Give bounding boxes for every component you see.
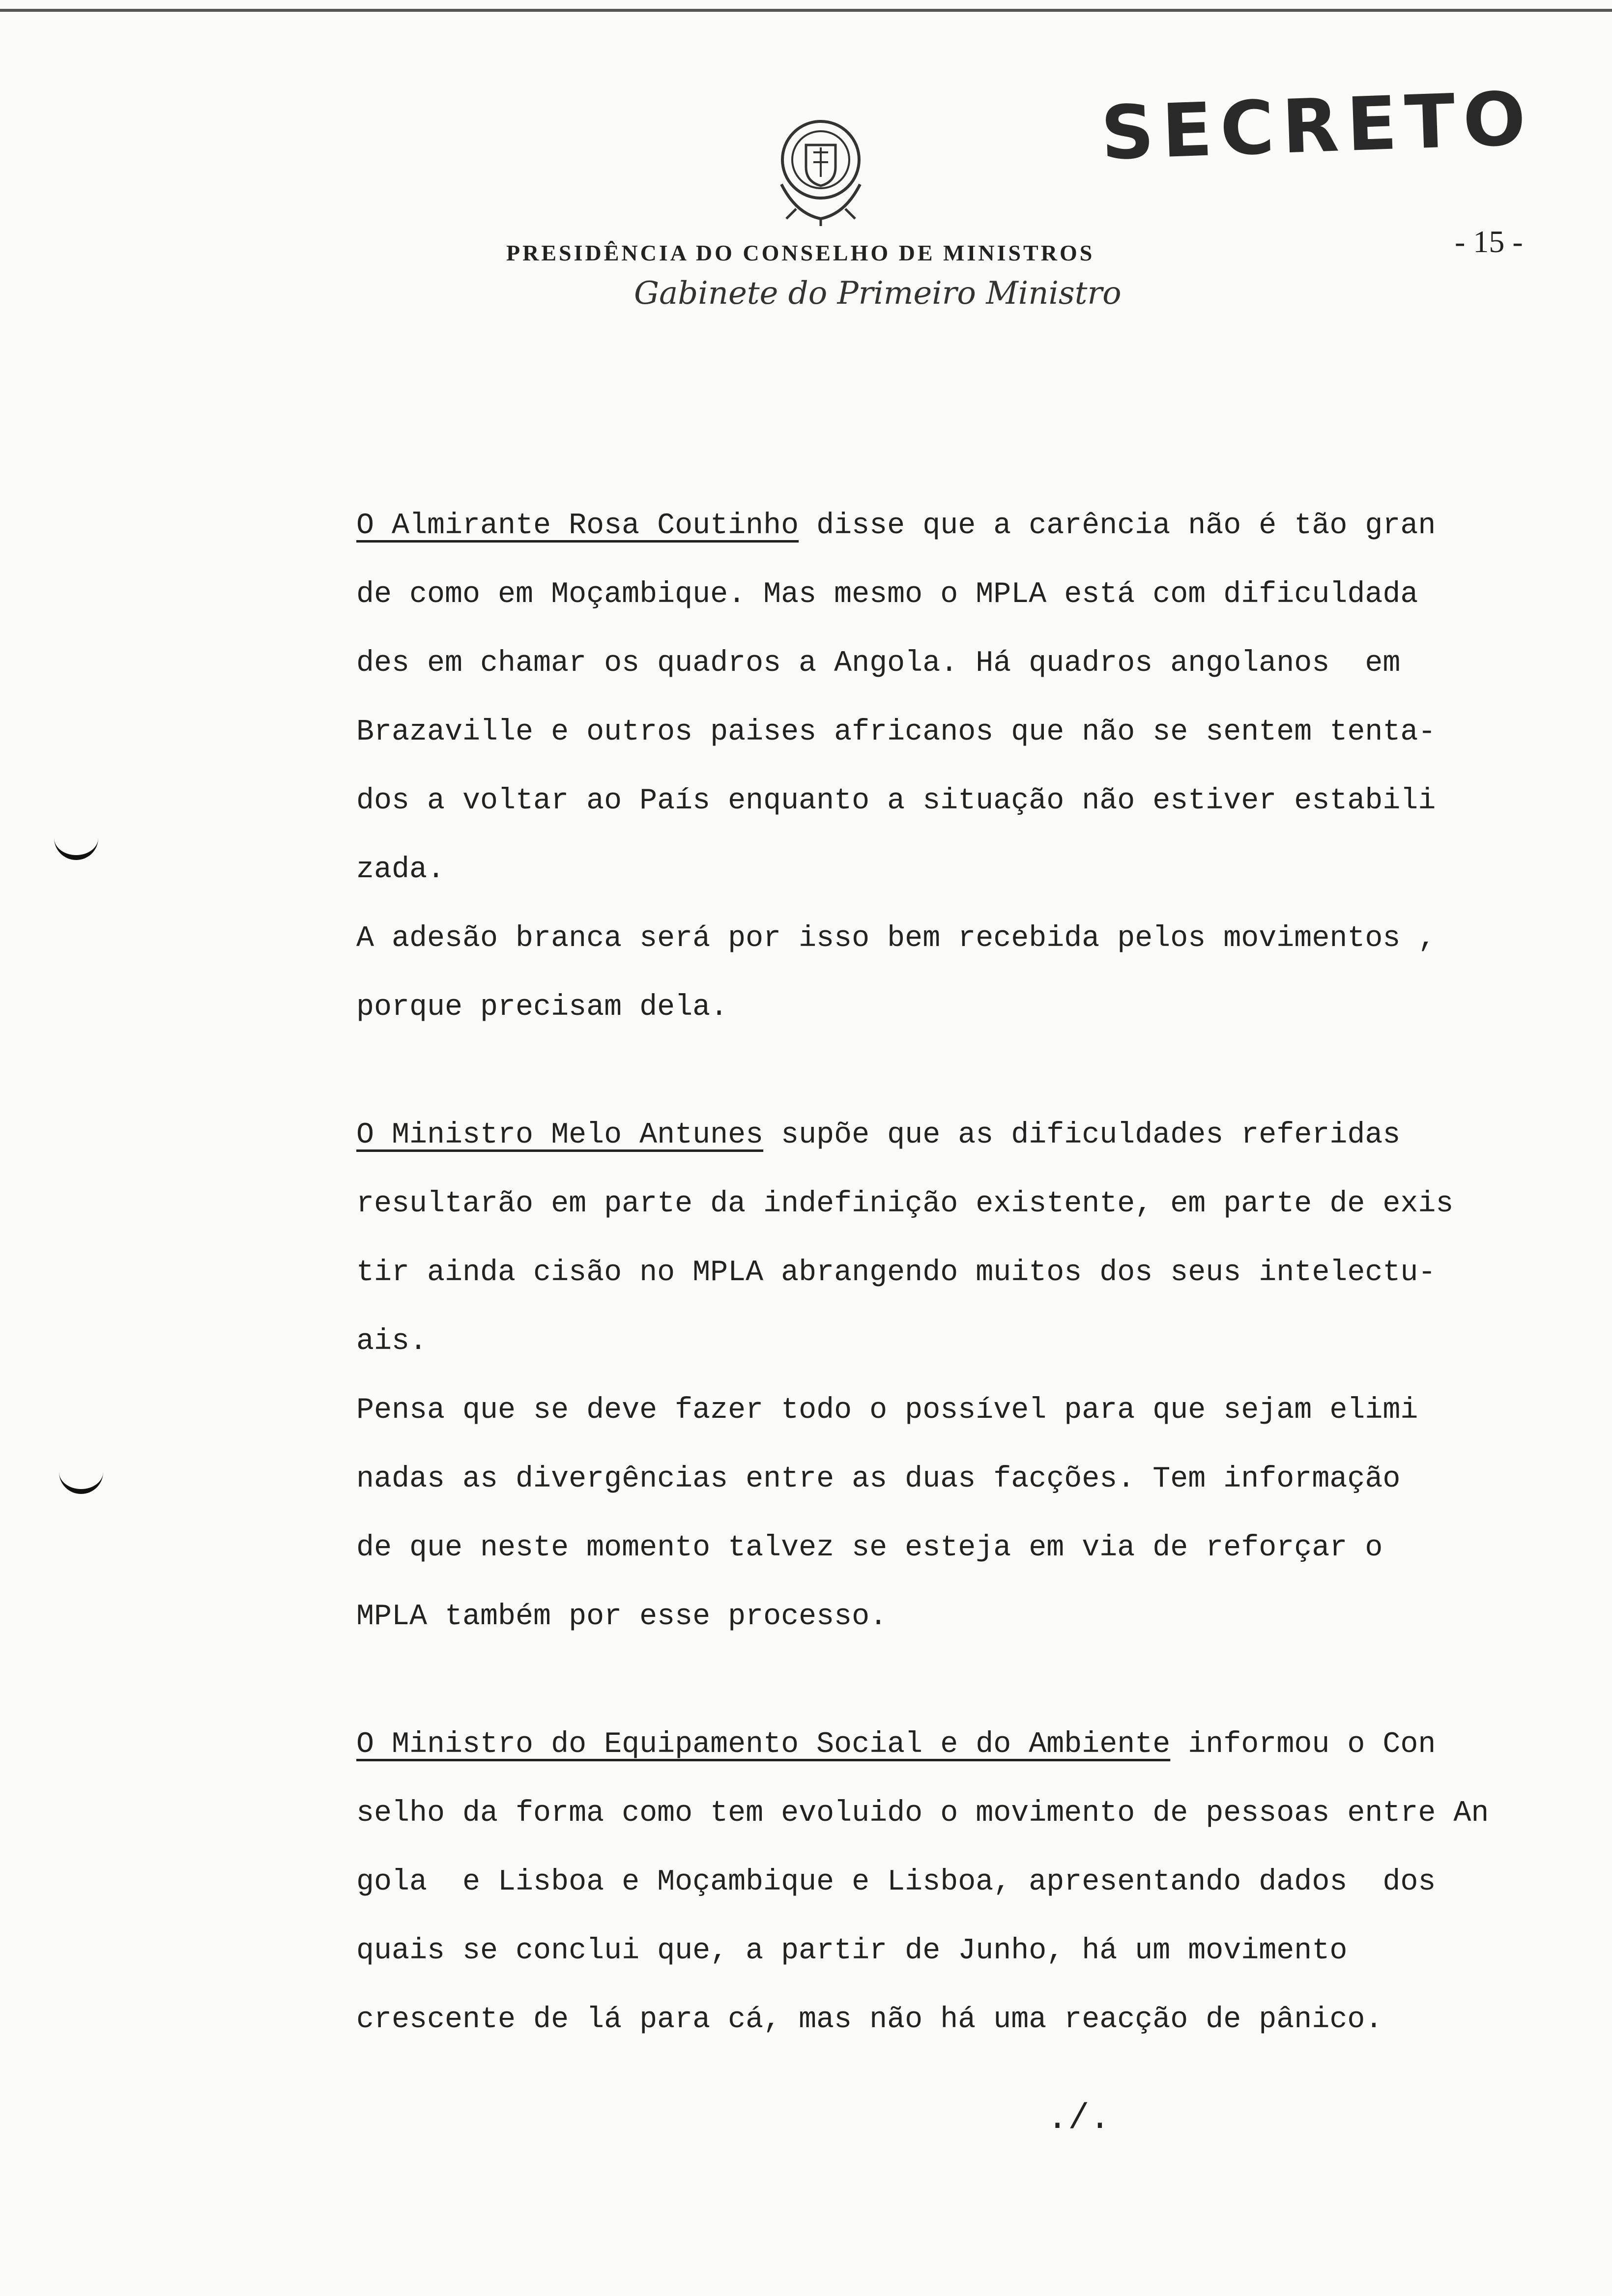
secret-stamp: SECRETO xyxy=(1099,76,1535,177)
text-line: de que neste momento talvez se esteja em via de reforçar o xyxy=(356,1531,1383,1565)
text-line: A adesão branca será por isso bem recebida pelos movimentos , xyxy=(356,922,1436,955)
text-line: zada. xyxy=(356,853,445,887)
text-line: gola e Lisboa e Moçambique e Lisboa, apresentando dados dos xyxy=(356,1866,1436,1899)
letterhead-subtitle: Gabinete do Primeiro Ministro xyxy=(634,275,1122,312)
paragraph xyxy=(356,1101,1536,1651)
text-line: porque precisam dela. xyxy=(356,991,728,1024)
text-line: Pensa que se deve fazer todo o possível para que sejam elimi xyxy=(356,1394,1418,1427)
binder-mark xyxy=(54,835,98,860)
text-line: O Ministro Melo Antunes supõe que as dificuldades referidas xyxy=(356,1119,1401,1152)
text-line: de como em Moçambique. Mas mesmo o MPLA está com dificuldada xyxy=(356,578,1418,611)
speaker-name: O Almirante Rosa Coutinho xyxy=(356,509,799,543)
text-line: Brazaville e outros paises africanos que não se sentem tenta- xyxy=(356,716,1436,749)
text-line: dos a voltar ao País enquanto a situação não estiver estabili xyxy=(356,784,1436,818)
coat-of-arms-seal-icon xyxy=(767,111,875,229)
text-line: tir ainda cisão no MPLA abrangendo muitos dos seus intelectu- xyxy=(356,1256,1436,1290)
speaker-name: O Ministro do Equipamento Social e do Ambiente xyxy=(356,1728,1171,1761)
text-line: resultarão em parte da indefinição existente, em parte de exis xyxy=(356,1187,1454,1221)
page-top-edge xyxy=(0,0,1612,12)
page-number: - 15 - xyxy=(1455,224,1523,259)
text-line: selho da forma como tem evoluido o movimento de pessoas entre An xyxy=(356,1797,1489,1830)
binder-mark xyxy=(59,1469,103,1494)
letterhead-title: PRESIDÊNCIA DO CONSELHO DE MINISTROS xyxy=(506,240,1095,265)
text-line: quais se conclui que, a partir de Junho, há um movimento xyxy=(356,1934,1348,1968)
text-line: MPLA também por esse processo. xyxy=(356,1600,888,1634)
document-body xyxy=(356,491,1536,2113)
text-line: O Ministro do Equipamento Social e do Ambiente informou o Con xyxy=(356,1728,1436,1761)
continuation-mark: ./. xyxy=(1047,2098,1111,2139)
text-line: ais. xyxy=(356,1325,428,1358)
text-line: O Almirante Rosa Coutinho disse que a carência não é tão gran xyxy=(356,509,1436,543)
paragraph xyxy=(356,491,1536,1042)
text-line: nadas as divergências entre as duas facções. Tem informação xyxy=(356,1463,1401,1496)
paragraph xyxy=(356,1710,1536,2054)
text-line: crescente de lá para cá, mas não há uma reacção de pânico. xyxy=(356,2003,1383,2037)
speaker-name: O Ministro Melo Antunes xyxy=(356,1119,764,1152)
text-line: des em chamar os quadros a Angola. Há quadros angolanos em xyxy=(356,647,1401,680)
